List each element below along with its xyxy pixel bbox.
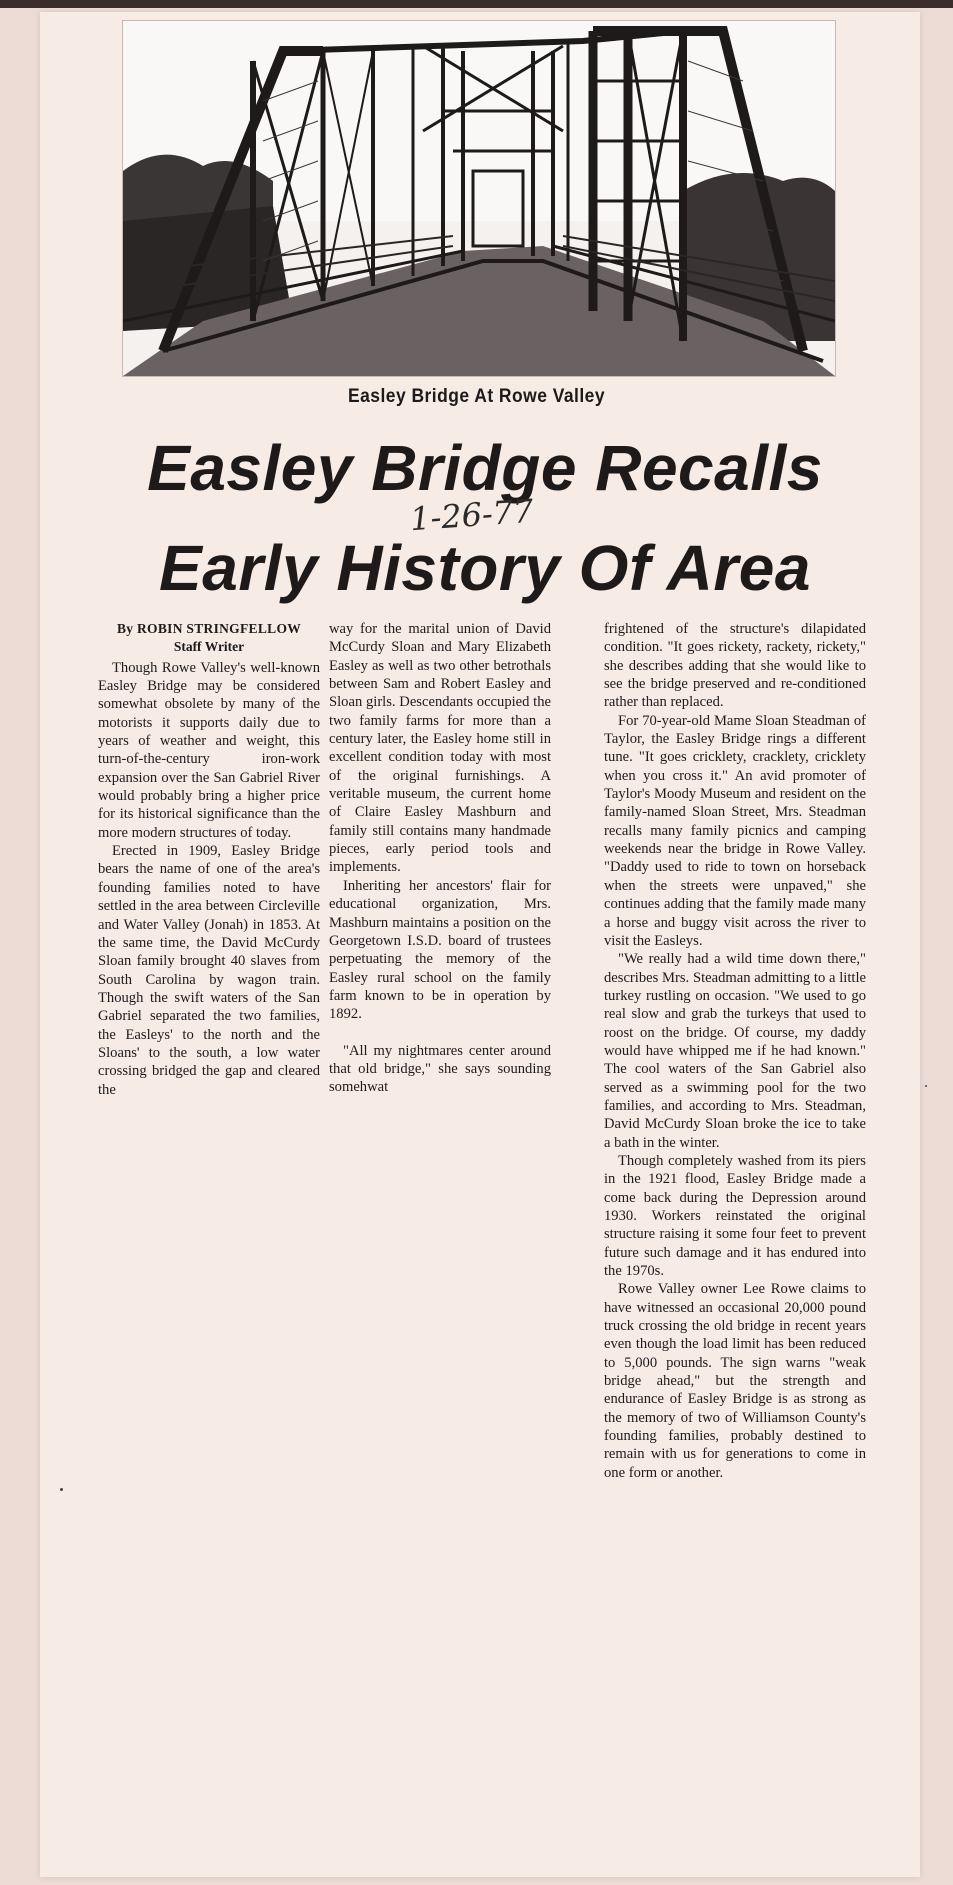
byline-role: Staff Writer: [173, 639, 245, 655]
paragraph: Rowe Valley owner Lee Rowe claims to have witnessed an occasional 20,000 pound truck crossing the old bridge in recent years even though the load limit has been reduced to 5,000 pounds. The sign warns "weak bridge ahead," but the strength and endurance of Easley Bridge is as strong as the memory of two of Williamson County's founding families, probably destined to remain with us for generations to come in one form or another.: [604, 1281, 866, 1481]
paragraph: Though Rowe Valley's well-known Easley Bridge may be considered somewhat obsolete by many of the motorists it supports daily due to years of weather and weight, this turn-of-the-century iron-work expansion over the San Gabriel River would probably bring a higher price for its historical significance than the more modern structures of today.: [98, 659, 320, 841]
photo-caption: Easley Bridge At Rowe Valley: [347, 386, 606, 407]
article-column-3: [604, 620, 866, 1482]
article-column-2: [329, 620, 551, 1097]
photo-top-edge: [0, 0, 953, 8]
paper-speck: [925, 1085, 927, 1087]
bridge-photo: [122, 20, 836, 377]
paragraph: Inheriting her ancestors' flair for educational organization, Mrs. Mashburn maintains a position on the Georgetown I.S.D. board of trustees perpetuating the memory of the Easley rural school on the family farm known to be in operation by 1892.: [329, 877, 551, 1023]
handwritten-date: 1-26-77: [408, 491, 535, 539]
paragraph: "We really had a wild time down there," describes Mrs. Steadman admitting to a little turkey rustling on occasion. "We used to go real slow and grab the turkeys that used to roost on the bridge. Of course, my daddy would have whipped me if he had known." The cool waters of the San Gabriel also served as a swimming pool for the two families, and according to Mrs. Steadman, David McCurdy Sloan broke the ice to take a bath in the winter.: [604, 951, 866, 1151]
byline: By ROBIN STRINGFELLOW: [116, 621, 302, 636]
article-column-1: [98, 620, 320, 1099]
paragraph: way for the marital union of David McCurdy Sloan and Mary Elizabeth Easley as well as two other betrothals between Sam and Robert Easley and Sloan girls. Descendants occupied the two family farms for more than a century later, the Easley home still in excellent condition today with most of the original furnishings. A veritable museum, the current home of Claire Easley Mashburn and family still contains many handmade pieces, early period tools and implements.: [329, 621, 551, 876]
headline-line-2: Early History Of Area: [159, 532, 811, 604]
paragraph: For 70-year-old Mame Sloan Steadman of Taylor, the Easley Bridge rings a different tune. "It goes cricklety, cracklety, cricklety when you cross it." An avid promoter of Taylor's Moody Museum and resident on the family-named Sloan Street, Mrs. Steadman recalls many family picnics and camping weekends near the bridge in Rowe Valley. "Daddy used to ride to town on horseback when the streets were unpaved," she continues adding that the family made many a horse and buggy visit across the river to visit the Easleys.: [604, 712, 866, 949]
paper-speck: [60, 1488, 63, 1491]
paragraph: frightened of the structure's dilapidated condition. "It goes rickety, rackety, rickety," she describes adding that she would like to see the bridge preserved and re-conditioned rather than replaced.: [604, 621, 866, 711]
headline-line-1: Easley Bridge Recalls: [147, 432, 823, 504]
paragraph: Though completely washed from its piers in the 1921 flood, Easley Bridge made a come back during the Depression around 1930. Workers reinstated the original structure raising it some four feet to prevent future such damage and it has endured into the 1970s.: [604, 1152, 866, 1280]
paragraph: "All my nightmares center around that old bridge," she says sounding somehwat: [329, 1042, 551, 1096]
paragraph: Erected in 1909, Easley Bridge bears the name of one of the area's founding families noted to have settled in the area between Circleville and Water Valley (Jonah) in 1853. At the same time, the David McCurdy Sloan family brought 40 slaves from South Carolina by wagon train. Though the swift waters of the San Gabriel separated the two families, the Easleys' to the north and the Sloans' to the south, a low water crossing bridged the gap and cleared the: [98, 843, 320, 1098]
